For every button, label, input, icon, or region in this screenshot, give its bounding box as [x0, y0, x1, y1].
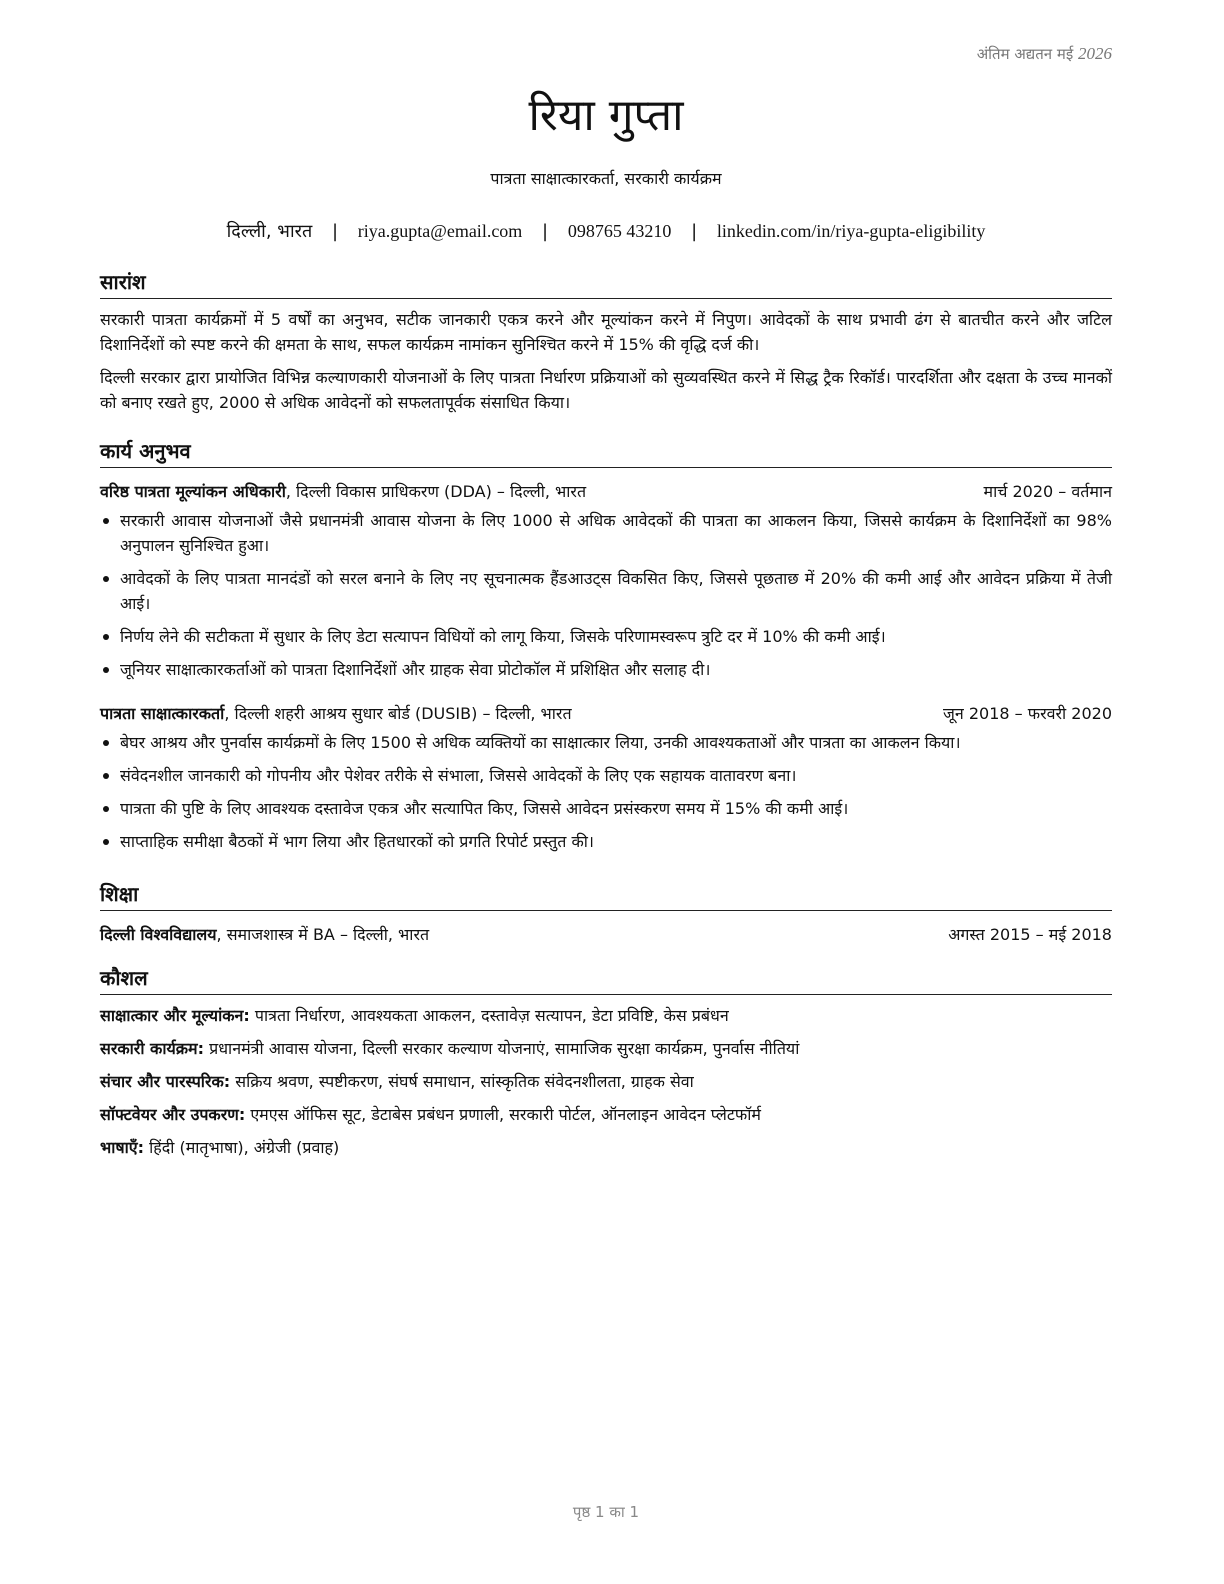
- skill-value: पात्रता निर्धारण, आवश्यकता आकलन, दस्तावेज़ सत्यापन, डेटा प्रविष्टि, केस प्रबंधन: [249, 1006, 729, 1025]
- skill-value: प्रधानमंत्री आवास योजना, दिल्ली सरकार कल्याण योजनाएं, सामाजिक सुरक्षा कार्यक्रम, पुनर्वास नीतियां: [204, 1039, 800, 1058]
- skill-line: [100, 1070, 1112, 1094]
- education-entry: [100, 923, 1112, 947]
- job-title-line: [100, 702, 572, 726]
- job-organization: , दिल्ली विकास प्राधिकरण (DDA) – दिल्ली, भारत: [285, 482, 587, 501]
- section-title-experience: कार्य अनुभव: [100, 437, 1112, 468]
- job-dates: मार्च 2020 – वर्तमान: [983, 482, 1112, 501]
- last-updated-label: अंतिम अद्यतन मई: [976, 45, 1074, 63]
- job-bullet: साप्ताहिक समीक्षा बैठकों में भाग लिया और हितधारकों को प्रगति रिपोर्ट प्रस्तुत की।: [100, 829, 1112, 854]
- section-title-summary: सारांश: [100, 268, 1112, 299]
- job-role: वरिष्ठ पात्रता मूल्यांकन अधिकारी: [100, 482, 286, 501]
- education-detail: , समाजशास्त्र में BA – दिल्ली, भारत: [216, 925, 430, 944]
- skills-section: [100, 964, 1112, 1160]
- job-bullet: आवेदकों के लिए पात्रता मानदंडों को सरल बनाने के लिए नए सूचनात्मक हैंडआउट्स विकसित किए, जिससे पूछताछ में 20% की कमी आई और आवेदन प्रक्रिया में तेजी आई।: [100, 566, 1112, 616]
- education-section: [100, 880, 1112, 947]
- education-school: दिल्ली विश्वविद्यालय: [100, 925, 217, 944]
- job-entry: [100, 480, 1112, 682]
- skill-value: एमएस ऑफिस सूट, डेटाबेस प्रबंधन प्रणाली, सरकारी पोर्टल, ऑनलाइन आवेदन प्लेटफॉर्म: [245, 1105, 761, 1124]
- job-entry: [100, 702, 1112, 854]
- section-title-skills: कौशल: [100, 964, 1112, 995]
- summary-section: [100, 268, 1112, 415]
- skill-label: सरकारी कार्यक्रम:: [100, 1039, 205, 1058]
- skill-line: [100, 1004, 1112, 1028]
- job-title-line: [100, 480, 586, 504]
- contact-phone: 098765 43210: [567, 221, 672, 241]
- contact-separator: |: [331, 221, 339, 242]
- education-dates: अगस्त 2015 – मई 2018: [948, 925, 1112, 944]
- job-header: [100, 702, 1112, 726]
- job-header: [100, 480, 1112, 504]
- experience-section: [100, 437, 1112, 862]
- job-bullet: जूनियर साक्षात्कारकर्ताओं को पात्रता दिशानिर्देशों और ग्राहक सेवा प्रोटोकॉल में प्रशिक्षित और सलाह दी।: [100, 657, 1112, 682]
- job-bullets: [100, 730, 1112, 854]
- summary-paragraph: सरकारी पात्रता कार्यक्रमों में 5 वर्षों का अनुभव, सटीक जानकारी एकत्र करने और मूल्यांकन करने में निपुण। आवेदकों के साथ प्रभावी ढंग से बातचीत करने और जटिल दिशानिर्देशों को स्पष्ट करने की क्षमता के साथ, सफल कार्यक्रम नामांकन सुनिश्चित करने में 15% की वृद्धि दर्ज की।: [100, 310, 1112, 354]
- contact-separator: |: [542, 221, 549, 242]
- section-title-education: शिक्षा: [100, 880, 1112, 911]
- skill-label: सॉफ्टवेयर और उपकरण:: [100, 1105, 246, 1124]
- summary-paragraph: दिल्ली सरकार द्वारा प्रायोजित विभिन्न कल्याणकारी योजनाओं के लिए पात्रता निर्धारण प्रक्रियाओं को सुव्यवस्थित करने में सिद्ध ट्रैक रिकॉर्ड। पारदर्शिता और दक्षता के उच्च मानकों को बनाए रखते हुए, 2000 से अधिक आवेदनों को सफलतापूर्वक संसाधित किया।: [100, 368, 1112, 412]
- last-updated-year: 2026: [1078, 44, 1112, 63]
- skill-line: [100, 1103, 1112, 1127]
- contact-separator: |: [691, 221, 698, 242]
- job-organization: , दिल्ली शहरी आश्रय सुधार बोर्ड (DUSIB) – दिल्ली, भारत: [224, 704, 572, 723]
- contact-linkedin[interactable]: linkedin.com/in/riya-gupta-eligibility: [716, 221, 986, 241]
- job-role: पात्रता साक्षात्कारकर्ता: [100, 704, 225, 723]
- job-bullet: निर्णय लेने की सटीकता में सुधार के लिए डेटा सत्यापन विधियों को लागू किया, जिसके परिणामस्वरूप त्रुटि दर में 10% की कमी आई।: [100, 624, 1112, 649]
- job-bullet: बेघर आश्रय और पुनर्वास कार्यक्रमों के लिए 1500 से अधिक व्यक्तियों का साक्षात्कार लिया, उनकी आवश्यकताओं और पात्रता का आकलन किया।: [100, 730, 1112, 755]
- resume-page: [100, 0, 1112, 1584]
- skill-label: संचार और पारस्परिक:: [100, 1072, 231, 1091]
- education-line: [100, 923, 429, 947]
- job-dates: जून 2018 – फरवरी 2020: [943, 704, 1112, 723]
- skill-value: हिंदी (मातृभाषा), अंग्रेजी (प्रवाह): [144, 1138, 340, 1157]
- skill-line: [100, 1136, 1112, 1160]
- job-bullet: सरकारी आवास योजनाओं जैसे प्रधानमंत्री आवास योजना के लिए 1000 से अधिक आवेदकों की पात्रता का आकलन किया, जिससे कार्यक्रम के दिशानिर्देशों का 98% अनुपालन सुनिश्चित हुआ।: [100, 508, 1112, 558]
- candidate-subtitle: पात्रता साक्षात्कारकर्ता, सरकारी कार्यक्रम: [490, 169, 722, 188]
- candidate-name: रिया गुप्ता: [528, 90, 684, 141]
- contact-email[interactable]: riya.gupta@email.com: [357, 221, 523, 241]
- skill-value: सक्रिय श्रवण, स्पष्टीकरण, संघर्ष समाधान, सांस्कृतिक संवेदनशीलता, ग्राहक सेवा: [230, 1072, 694, 1091]
- last-updated: [977, 44, 1112, 64]
- job-bullets: [100, 508, 1112, 682]
- contact-location: दिल्ली, भारत: [226, 221, 313, 242]
- job-bullet: पात्रता की पुष्टि के लिए आवश्यक दस्तावेज एकत्र और सत्यापित किए, जिससे आवेदन प्रसंस्करण समय में 15% की कमी आई।: [100, 796, 1112, 821]
- contact-line: [100, 219, 1112, 243]
- skill-line: [100, 1037, 1112, 1061]
- job-bullet: संवेदनशील जानकारी को गोपनीय और पेशेवर तरीके से संभाला, जिससे आवेदकों के लिए एक सहायक वातावरण बना।: [100, 763, 1112, 788]
- page-number-footer: पृष्ठ 1 का 1: [572, 1503, 640, 1521]
- skill-label: भाषाएँ:: [100, 1138, 145, 1157]
- skill-label: साक्षात्कार और मूल्यांकन:: [100, 1006, 250, 1025]
